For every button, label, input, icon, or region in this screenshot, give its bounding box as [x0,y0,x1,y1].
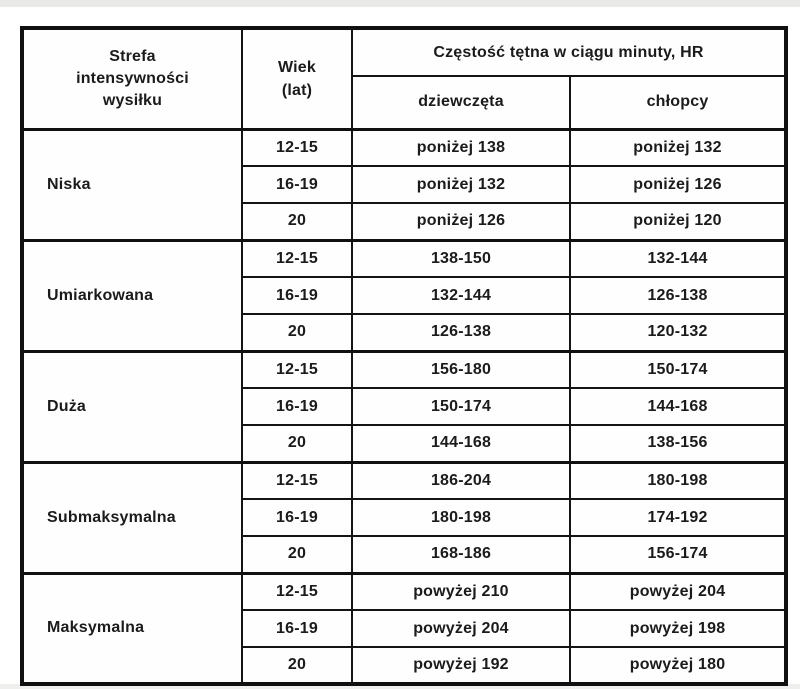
zone-label: Umiarkowana [22,240,242,351]
cell-boys: 150-174 [570,351,786,388]
cell-age: 16-19 [242,166,352,203]
cell-boys: powyżej 198 [570,610,786,647]
header-zone [22,28,242,129]
cell-girls: powyżej 192 [352,647,570,684]
header-age [242,28,352,129]
cell-age: 20 [242,647,352,684]
cell-girls: 126-138 [352,314,570,351]
cell-boys: poniżej 120 [570,203,786,240]
cell-girls: powyżej 204 [352,610,570,647]
header-girls: dziewczęta [352,76,570,129]
cell-age: 20 [242,425,352,462]
hr-zones-table [20,26,788,686]
header-boys: chłopcy [570,76,786,129]
cell-age: 20 [242,203,352,240]
cell-age: 12-15 [242,129,352,166]
table-row [22,240,786,277]
table-row [22,129,786,166]
cell-boys: powyżej 180 [570,647,786,684]
table-row [22,351,786,388]
cell-age: 12-15 [242,462,352,499]
cell-girls: 150-174 [352,388,570,425]
zone-label: Submaksymalna [22,462,242,573]
cell-age: 20 [242,314,352,351]
cell-girls: poniżej 138 [352,129,570,166]
cell-age: 12-15 [242,351,352,388]
header-zone-label: Strefa intensywności wysiłku [76,48,189,109]
scan-edge-top [0,0,800,7]
cell-boys: poniżej 132 [570,129,786,166]
cell-boys: poniżej 126 [570,166,786,203]
cell-boys: 138-156 [570,425,786,462]
cell-age: 12-15 [242,573,352,610]
cell-girls: 138-150 [352,240,570,277]
cell-boys: 120-132 [570,314,786,351]
header-hr: Częstość tętna w ciągu minuty, HR [352,28,786,76]
cell-age: 16-19 [242,610,352,647]
cell-boys: 174-192 [570,499,786,536]
header-row-top [22,28,786,76]
cell-girls: poniżej 132 [352,166,570,203]
table-row [22,462,786,499]
cell-girls: 132-144 [352,277,570,314]
cell-boys: 126-138 [570,277,786,314]
table-row [22,573,786,610]
cell-girls: 186-204 [352,462,570,499]
cell-boys: 180-198 [570,462,786,499]
cell-age: 20 [242,536,352,573]
cell-girls: 180-198 [352,499,570,536]
cell-age: 12-15 [242,240,352,277]
cell-girls: 144-168 [352,425,570,462]
cell-boys: 132-144 [570,240,786,277]
cell-boys: 156-174 [570,536,786,573]
cell-age: 16-19 [242,388,352,425]
zone-label: Maksymalna [22,573,242,684]
cell-girls: poniżej 126 [352,203,570,240]
cell-age: 16-19 [242,499,352,536]
cell-boys: powyżej 204 [570,573,786,610]
cell-girls: 168-186 [352,536,570,573]
zone-label: Niska [22,129,242,240]
header-age-label: Wiek (lat) [277,58,316,99]
zone-label: Duża [22,351,242,462]
cell-boys: 144-168 [570,388,786,425]
cell-girls: 156-180 [352,351,570,388]
cell-age: 16-19 [242,277,352,314]
cell-girls: powyżej 210 [352,573,570,610]
